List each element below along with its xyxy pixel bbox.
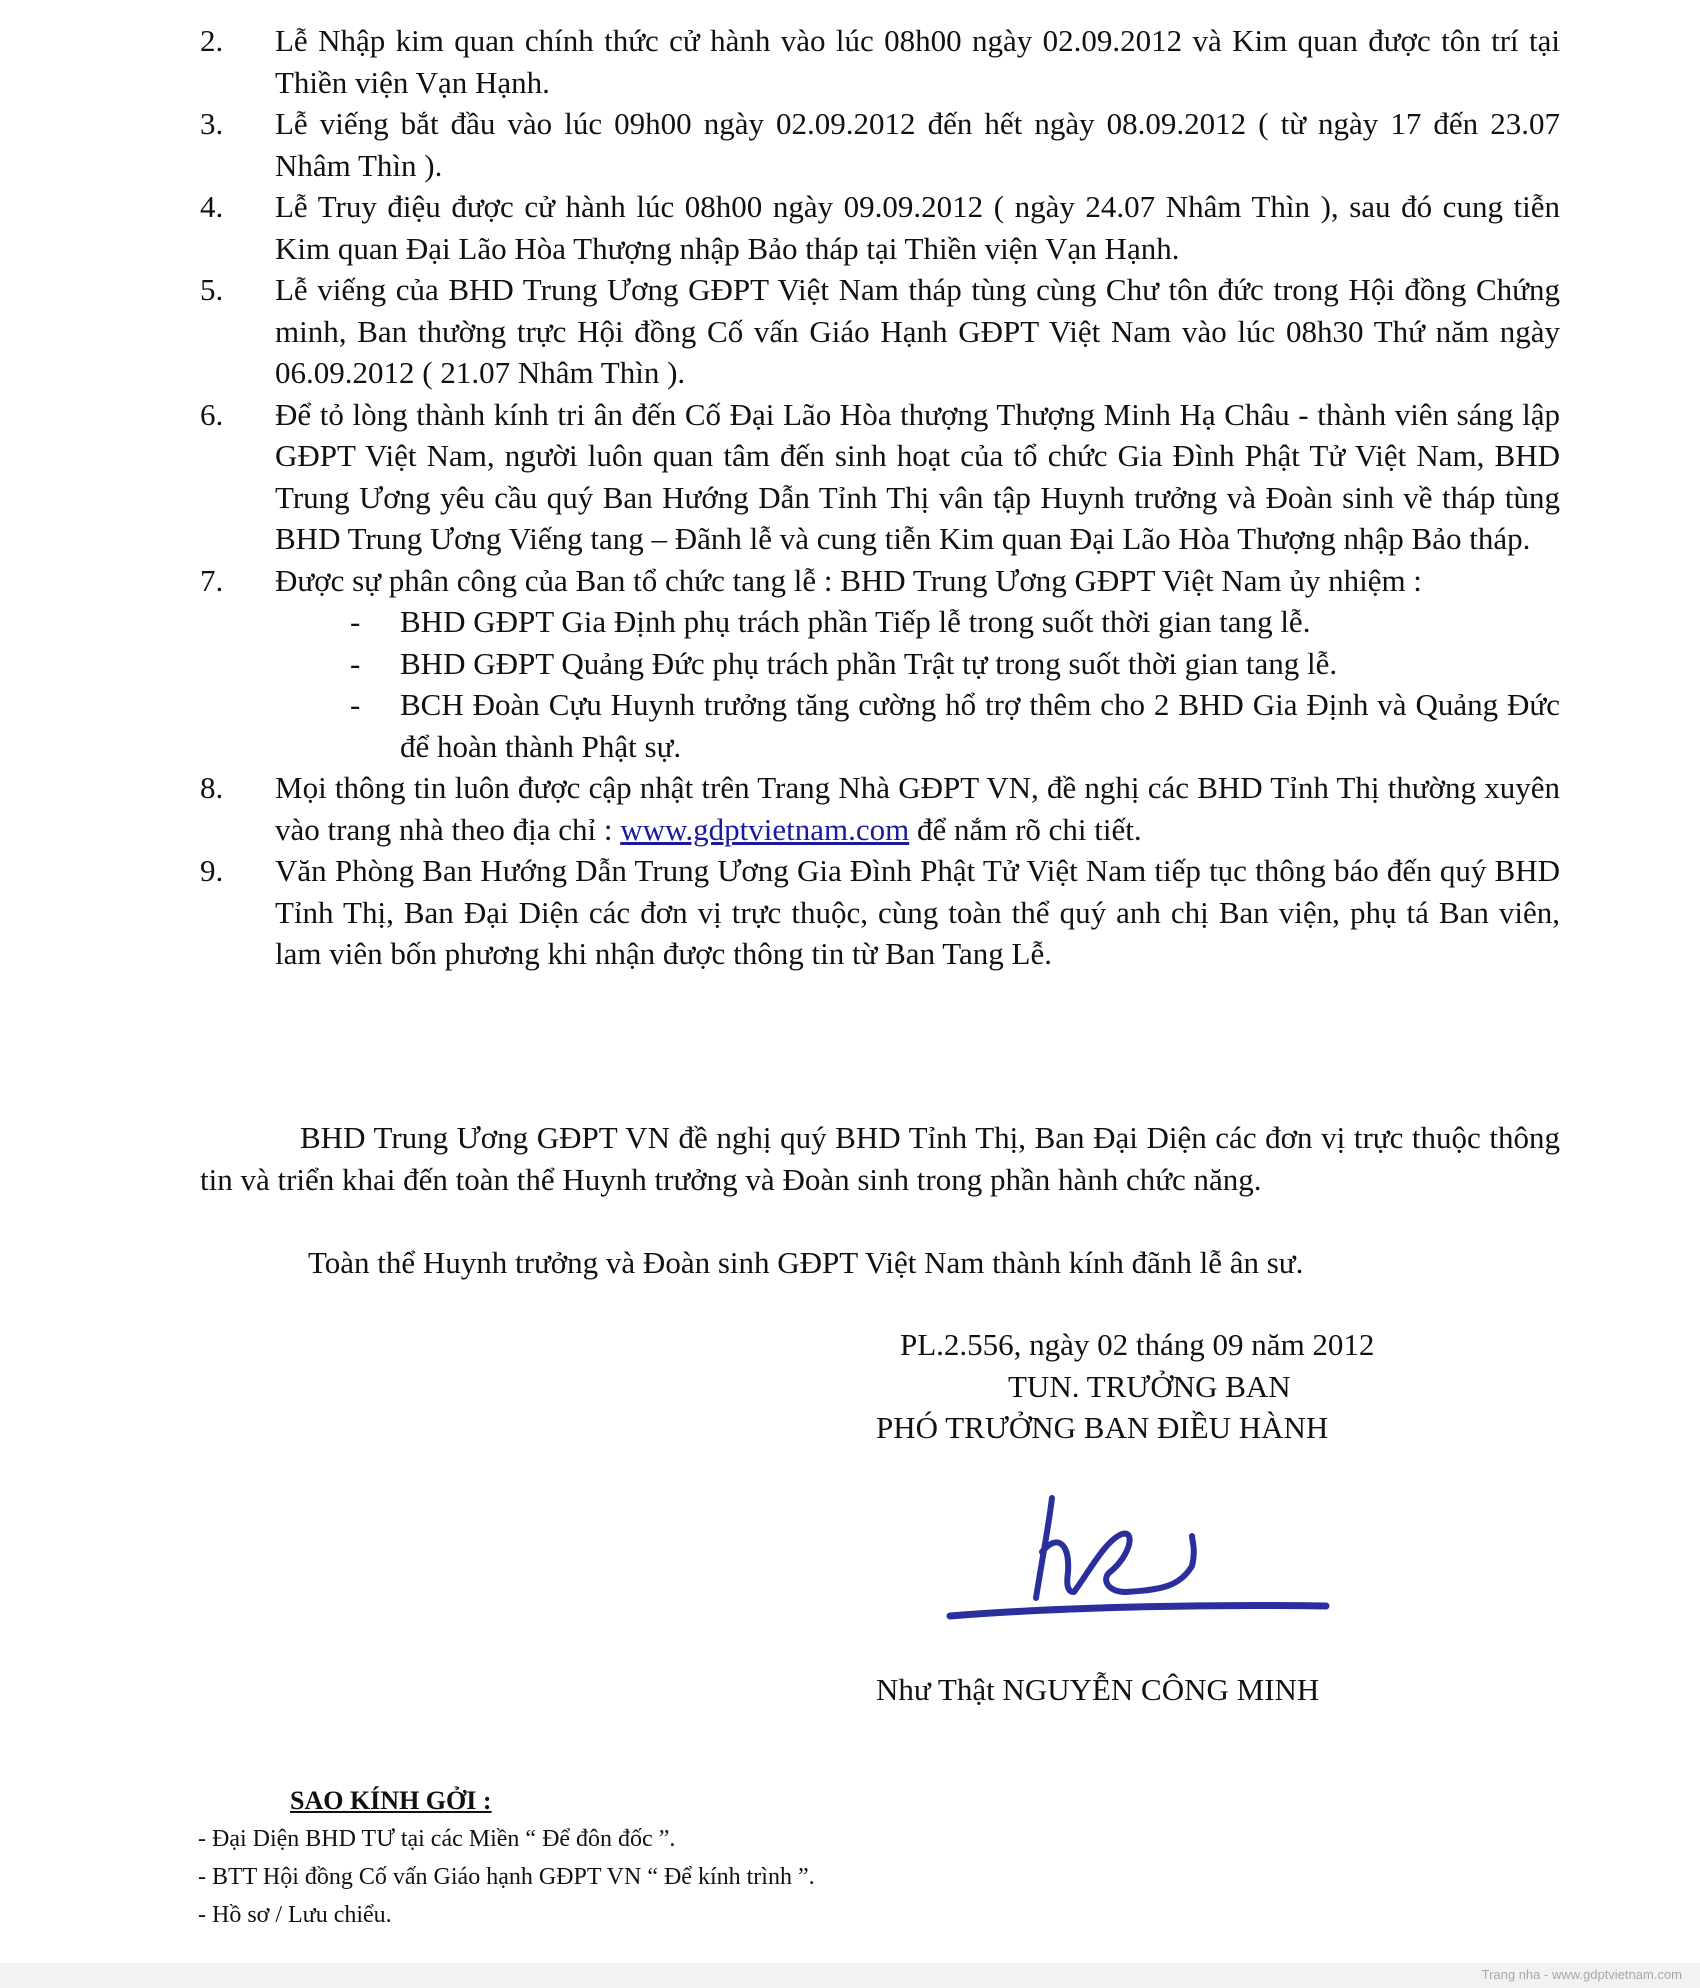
- item-number: 8.: [200, 770, 224, 805]
- item-number: 4.: [200, 189, 224, 224]
- footer-bar: [0, 1963, 1700, 1988]
- cc-section: [198, 1782, 815, 1934]
- item8-text-after: để nắm rõ chi tiết.: [909, 811, 1142, 847]
- sub-list-item: [350, 643, 1560, 685]
- sub-item-text: BHD GĐPT Gia Định phụ trách phần Tiếp lễ trong suốt thời gian tang lễ.: [400, 604, 1311, 639]
- signature-block: [860, 1324, 1460, 1449]
- dash-marker: -: [350, 645, 361, 681]
- sub-item-text: BHD GĐPT Quảng Đức phụ trách phần Trật tự trong suốt thời gian tang lễ.: [400, 645, 1338, 681]
- item-text: Được sự phân công của Ban tổ chức tang lễ : BHD Trung Ương GĐPT Việt Nam ủy nhiệm :: [275, 562, 1422, 598]
- closing-paragraph: BHD Trung Ương GĐPT VN đề nghị quý BHD Tỉnh Thị, Ban Đại Diện các đơn vị trực thuộc thông tin và triển khai đến toàn thể Huynh trưởng và Đoàn sinh trong phần hành chức năng.: [200, 1120, 1560, 1197]
- list-item: [200, 850, 1560, 975]
- list-item: [200, 767, 1560, 850]
- item-number: 6.: [200, 396, 224, 432]
- item-text: Lễ Truy điệu được cử hành lúc 08h00 ngày 09.09.2012 ( ngày 24.07 Nhâm Thìn ), sau đó cung tiễn Kim quan Đại Lão Hòa Thượng nhập Bảo tháp tại Thiền viện Vạn Hạnh.: [275, 189, 1560, 266]
- item-text: Lễ Nhập kim quan chính thức cử hành vào lúc 08h00 ngày 02.09.2012 và Kim quan được tôn trí tại Thiền viện Vạn Hạnh.: [275, 23, 1560, 100]
- footer-watermark: Trang nha - www.gdptvietnam.com: [1481, 1967, 1682, 1982]
- item-number: 9.: [200, 853, 224, 888]
- list-item: [200, 186, 1560, 269]
- list-item: [200, 269, 1560, 394]
- signer-name: Như Thật NGUYỄN CÔNG MINH: [876, 1672, 1320, 1707]
- closing-salutation: Toàn thể Huynh trưởng và Đoàn sinh GĐPT Việt Nam thành kính đãnh lễ ân sư.: [308, 1245, 1304, 1280]
- cc-line: - Đại Diện BHD TƯ tại các Miền “ Để đôn đốc ”.: [198, 1826, 676, 1852]
- list-item: [200, 20, 1560, 103]
- item-number: 7.: [200, 562, 224, 598]
- cc-line: - BTT Hội đồng Cố vấn Giáo hạnh GĐPT VN “ Để kính trình ”.: [198, 1864, 815, 1890]
- numbered-list: [200, 20, 1560, 975]
- cc-title: SAO KÍNH GỞI :: [290, 1786, 492, 1815]
- cc-line: - Hồ sơ / Lưu chiểu.: [198, 1902, 392, 1928]
- item8-text-before: Mọi thông tin luôn được cập nhật trên Trang Nhà GĐPT VN, đề nghị các BHD Tỉnh Thị thường xuyên vào trang nhà theo địa chỉ :: [275, 770, 1560, 847]
- sub-list-item: [350, 601, 1560, 643]
- sub-list-item: [350, 684, 1560, 767]
- sub-list: [350, 601, 1560, 767]
- list-item: [200, 394, 1560, 560]
- item-text: Văn Phòng Ban Hướng Dẫn Trung Ương Gia Đình Phật Tử Việt Nam tiếp tục thông báo đến quý BHD Tỉnh Thị, Ban Đại Diện các đơn vị trực thuộc, cùng toàn thể quý anh chị Ban viện, phụ tá Ban viên, lam viên bốn phương khi nhận được thông tin từ Ban Tang Lễ.: [275, 853, 1560, 971]
- signer-title-1: TUN. TRƯỞNG BAN: [1008, 1368, 1291, 1404]
- website-link[interactable]: www.gdptvietnam.com: [620, 811, 910, 847]
- item-number: 5.: [200, 272, 224, 307]
- date-line: PL.2.556, ngày 02 tháng 09 năm 2012: [900, 1327, 1375, 1362]
- item-number: 3.: [200, 106, 224, 141]
- list-item: [200, 560, 1560, 602]
- dash-marker: -: [350, 604, 361, 639]
- sub-item-text: BCH Đoàn Cựu Huynh trưởng tăng cường hổ trợ thêm cho 2 BHD Gia Định và Quảng Đức để hoàn thành Phật sự.: [400, 687, 1560, 764]
- handwritten-signature: [930, 1480, 1340, 1640]
- item-text: Lễ viếng bắt đầu vào lúc 09h00 ngày 02.09.2012 đến hết ngày 08.09.2012 ( từ ngày 17 đến 23.07 Nhâm Thìn ).: [275, 106, 1560, 183]
- item-text: Để tỏ lòng thành kính tri ân đến Cố Đại Lão Hòa thượng Thượng Minh Hạ Châu - thành viên sáng lập GĐPT Việt Nam, người luôn quan tâm đến sinh hoạt của tổ chức Gia Đình Phật Tử Việt Nam, BHD Trung Ương yêu cầu quý Ban Hướng Dẫn Tỉnh Thị vân tập Huynh trưởng và Đoàn sinh về tháp tùng BHD Trung Ương Viếng tang – Đãnh lễ và cung tiễn Kim quan Đại Lão Hòa Thượng nhập Bảo tháp.: [275, 396, 1560, 556]
- item-text: Lễ viếng của BHD Trung Ương GĐPT Việt Nam tháp tùng cùng Chư tôn đức trong Hội đồng Chứng minh, Ban thường trực Hội đồng Cố vấn Giáo Hạnh GĐPT Việt Nam vào lúc 08h30 Thứ năm ngày 06.09.2012 ( 21.07 Nhâm Thìn ).: [275, 272, 1560, 390]
- dash-marker: -: [350, 687, 361, 722]
- item-number: 2.: [200, 23, 224, 58]
- item-text: [275, 767, 1560, 850]
- signer-title-2: PHÓ TRƯỞNG BAN ĐIỀU HÀNH: [876, 1410, 1329, 1445]
- list-item: [200, 103, 1560, 186]
